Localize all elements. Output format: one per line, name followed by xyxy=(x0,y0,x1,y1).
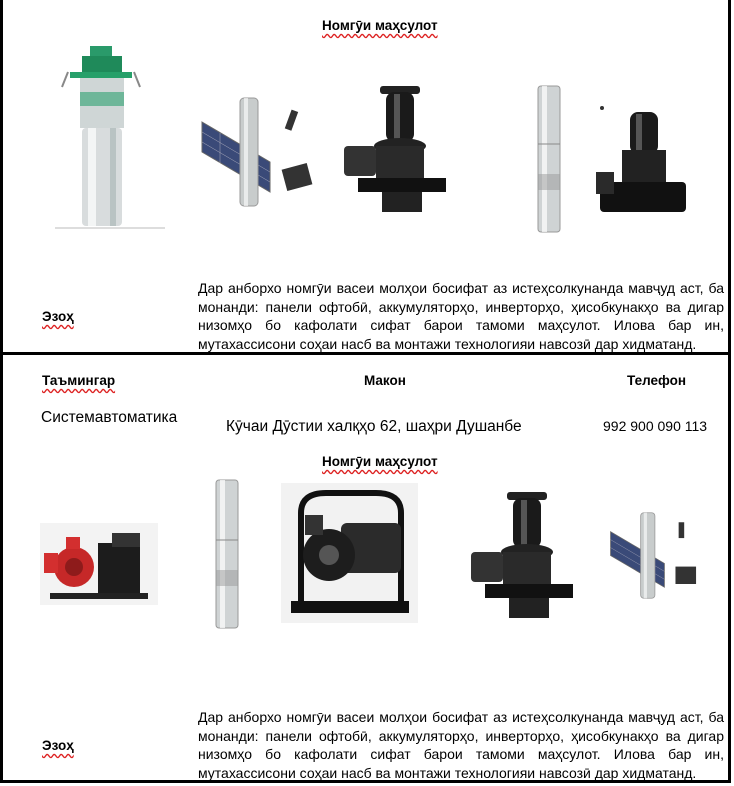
centrifugal-pump-frame-image xyxy=(281,483,418,623)
supplier-label: Таъмингар xyxy=(42,373,116,388)
note-label-1: Эзоҳ xyxy=(42,309,74,324)
supplier-value: Системавтоматика xyxy=(41,409,178,426)
note-label-2: Эзоҳ xyxy=(42,738,74,753)
description-2: Дар анборхо номгӯи васеи молҳои босифат аз истеҳсолкунанда мавҷуд аст, ба монанди: панели офтобӣ, аккумуляторҳо, инверторҳо, ҳисобкунакҳо ва дигар низомҳо бо кафолати сифат барои тамоми маҳсулот. Илова бар ин, мутахассисони соҳаи насб ва монтажи технологияи навсозӣ дар хидматанд. xyxy=(198,709,724,781)
location-value: Кӯчаи Дӯстии халқҳо 62, шаҳри Душанбе xyxy=(226,418,522,435)
phone-value: 992 900 090 113 xyxy=(603,418,708,434)
location-label: Макон xyxy=(364,373,406,388)
stainless-deep-well-pump-image-2 xyxy=(212,478,242,630)
description-1: Дар анборхо номгӯи васеи молҳои босифат аз истеҳсолкунанда мавҷуд аст, ба монанди: панели офтобӣ, аккумуляторҳо, инверторҳо, ҳисобкунакҳо ва дигар низомҳо бо кафолати сифат барои тамоми маҳсулот. Илова бар ин, мутахассисони соҳаи насб ва монтажи технологияи навсозӣ дар хидматанд. xyxy=(198,280,724,352)
black-drainage-pump-image xyxy=(338,84,458,219)
black-drainage-pump-image-2 xyxy=(465,490,585,622)
red-transfer-pump-image xyxy=(40,523,158,605)
stainless-deep-well-pump-image xyxy=(534,84,564,234)
black-utility-pump-image xyxy=(596,104,691,219)
products-title-1: Номгӯи маҳсулот xyxy=(322,18,438,33)
products-title-2: Номгӯи маҳсулот xyxy=(322,454,438,469)
phone-label: Телефон xyxy=(627,373,687,388)
solar-pump-kit-image xyxy=(200,92,315,212)
solar-pump-kit-image-2 xyxy=(607,508,702,603)
submersible-pump-green-image xyxy=(60,42,170,232)
